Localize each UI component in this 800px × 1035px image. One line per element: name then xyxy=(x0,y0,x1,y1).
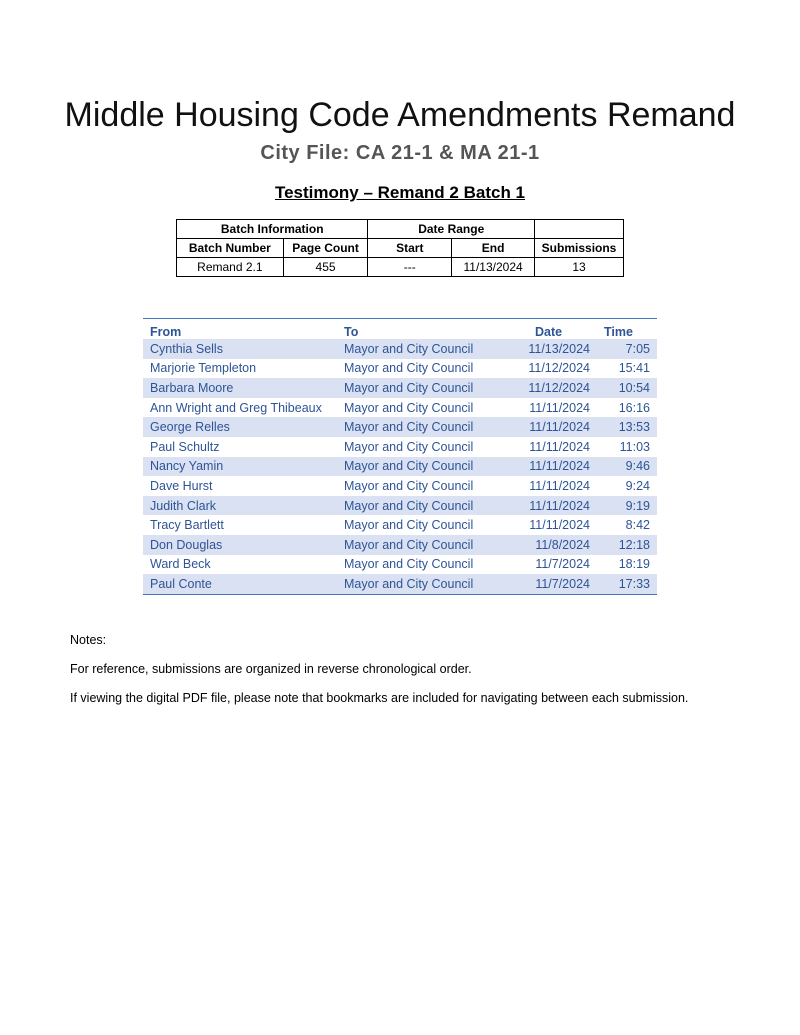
to-cell: Mayor and City Council xyxy=(337,574,521,594)
from-cell: Judith Clark xyxy=(143,496,337,516)
time-cell: 18:19 xyxy=(618,557,650,572)
notes-label: Notes: xyxy=(70,633,107,647)
from-cell: Don Douglas xyxy=(143,535,337,555)
from-cell: Cynthia Sells xyxy=(143,339,337,359)
notes-line-order: For reference, submissions are organized in reverse chronological order. xyxy=(70,662,472,676)
time-cell: 9:19 xyxy=(597,496,657,516)
from-cell: Ann Wright and Greg Thibeaux xyxy=(150,400,322,415)
to-cell: Mayor and City Council xyxy=(344,400,474,415)
to-cell: Mayor and City Council xyxy=(337,535,521,555)
notes-line-bookmarks: If viewing the digital PDF file, please note that bookmarks are included for navigating between each submission. xyxy=(70,691,689,705)
date-cell: 11/11/2024 xyxy=(521,496,597,516)
to-cell: Mayor and City Council xyxy=(337,457,521,477)
page-count-header: Page Count xyxy=(283,239,368,258)
table-row xyxy=(143,457,657,477)
end-cell: 11/13/2024 xyxy=(452,258,535,277)
from-cell: Barbara Moore xyxy=(143,378,337,398)
to-cell: Mayor and City Council xyxy=(344,557,474,572)
testimony-heading: Testimony – Remand 2 Batch 1 xyxy=(274,183,526,202)
time-cell: 9:46 xyxy=(597,457,657,477)
from-cell: George Relles xyxy=(143,417,337,437)
date-cell: 11/12/2024 xyxy=(528,361,590,376)
page-title: Middle Housing Code Amendments Remand xyxy=(64,96,736,134)
from-cell: Ward Beck xyxy=(150,557,211,572)
from-cell: Dave Hurst xyxy=(150,478,213,493)
from-cell: Tracy Bartlett xyxy=(150,518,224,533)
time-cell: 13:53 xyxy=(597,417,657,437)
submissions-table-body xyxy=(143,339,657,594)
to-cell: Mayor and City Council xyxy=(344,518,474,533)
table-row xyxy=(143,378,657,398)
table-row xyxy=(143,437,657,457)
table-row xyxy=(143,359,657,379)
submissions-table xyxy=(143,318,657,595)
from-cell: Nancy Yamin xyxy=(143,457,337,477)
table-row xyxy=(143,535,657,555)
date-cell: 11/11/2024 xyxy=(529,400,590,415)
date-cell: 11/11/2024 xyxy=(521,457,597,477)
start-header: Start xyxy=(368,239,452,258)
to-cell: Mayor and City Council xyxy=(344,478,474,493)
time-cell: 15:41 xyxy=(618,361,650,376)
table-row xyxy=(143,339,657,359)
submissions-header: Submissions xyxy=(535,239,624,258)
submissions-cell: 13 xyxy=(535,258,624,277)
time-cell: 7:05 xyxy=(597,339,657,359)
from-column-header: From xyxy=(143,319,337,340)
end-header: End xyxy=(452,239,535,258)
to-cell: Mayor and City Council xyxy=(337,378,521,398)
date-cell: 11/7/2024 xyxy=(535,557,590,572)
page-count-cell: 455 xyxy=(283,258,368,277)
table-row xyxy=(143,555,657,575)
from-cell: Paul Conte xyxy=(143,574,337,594)
start-cell: --- xyxy=(368,258,452,277)
city-file-subtitle: City File: CA 21-1 & MA 21-1 xyxy=(260,142,540,164)
batch-number-header: Batch Number xyxy=(177,239,284,258)
date-cell: 11/12/2024 xyxy=(521,378,597,398)
notes-section xyxy=(70,633,770,720)
date-cell: 11/8/2024 xyxy=(521,535,597,555)
time-cell: 17:33 xyxy=(597,574,657,594)
table-row xyxy=(143,574,657,594)
date-range-group-header: Date Range xyxy=(368,220,535,239)
to-cell: Mayor and City Council xyxy=(337,496,521,516)
date-cell: 11/11/2024 xyxy=(529,518,590,533)
time-cell: 11:03 xyxy=(619,439,650,454)
to-column-header: To xyxy=(337,319,521,340)
to-cell: Mayor and City Council xyxy=(337,417,521,437)
to-cell: Mayor and City Council xyxy=(344,439,474,454)
from-cell: Paul Schultz xyxy=(150,439,220,454)
batch-number-cell: Remand 2.1 xyxy=(177,258,284,277)
date-cell: 11/11/2024 xyxy=(521,417,597,437)
empty-group-header xyxy=(535,220,624,239)
time-cell: 10:54 xyxy=(597,378,657,398)
date-cell: 11/11/2024 xyxy=(529,439,590,454)
table-row xyxy=(143,496,657,516)
table-row xyxy=(143,417,657,437)
time-column-header: Time xyxy=(597,319,657,340)
table-row xyxy=(143,515,657,535)
time-cell: 8:42 xyxy=(625,518,650,533)
time-cell: 16:16 xyxy=(618,400,650,415)
date-column-header: Date xyxy=(521,319,597,340)
batch-info-table xyxy=(176,219,624,277)
batch-info-group-header: Batch Information xyxy=(177,220,368,239)
time-cell: 9:24 xyxy=(625,478,650,493)
to-cell: Mayor and City Council xyxy=(344,361,474,376)
date-cell: 11/7/2024 xyxy=(521,574,597,594)
time-cell: 12:18 xyxy=(597,535,657,555)
from-cell: Marjorie Templeton xyxy=(150,361,257,376)
table-row xyxy=(143,476,657,496)
to-cell: Mayor and City Council xyxy=(337,339,521,359)
date-cell: 11/13/2024 xyxy=(521,339,597,359)
date-cell: 11/11/2024 xyxy=(529,478,590,493)
table-row xyxy=(143,398,657,418)
